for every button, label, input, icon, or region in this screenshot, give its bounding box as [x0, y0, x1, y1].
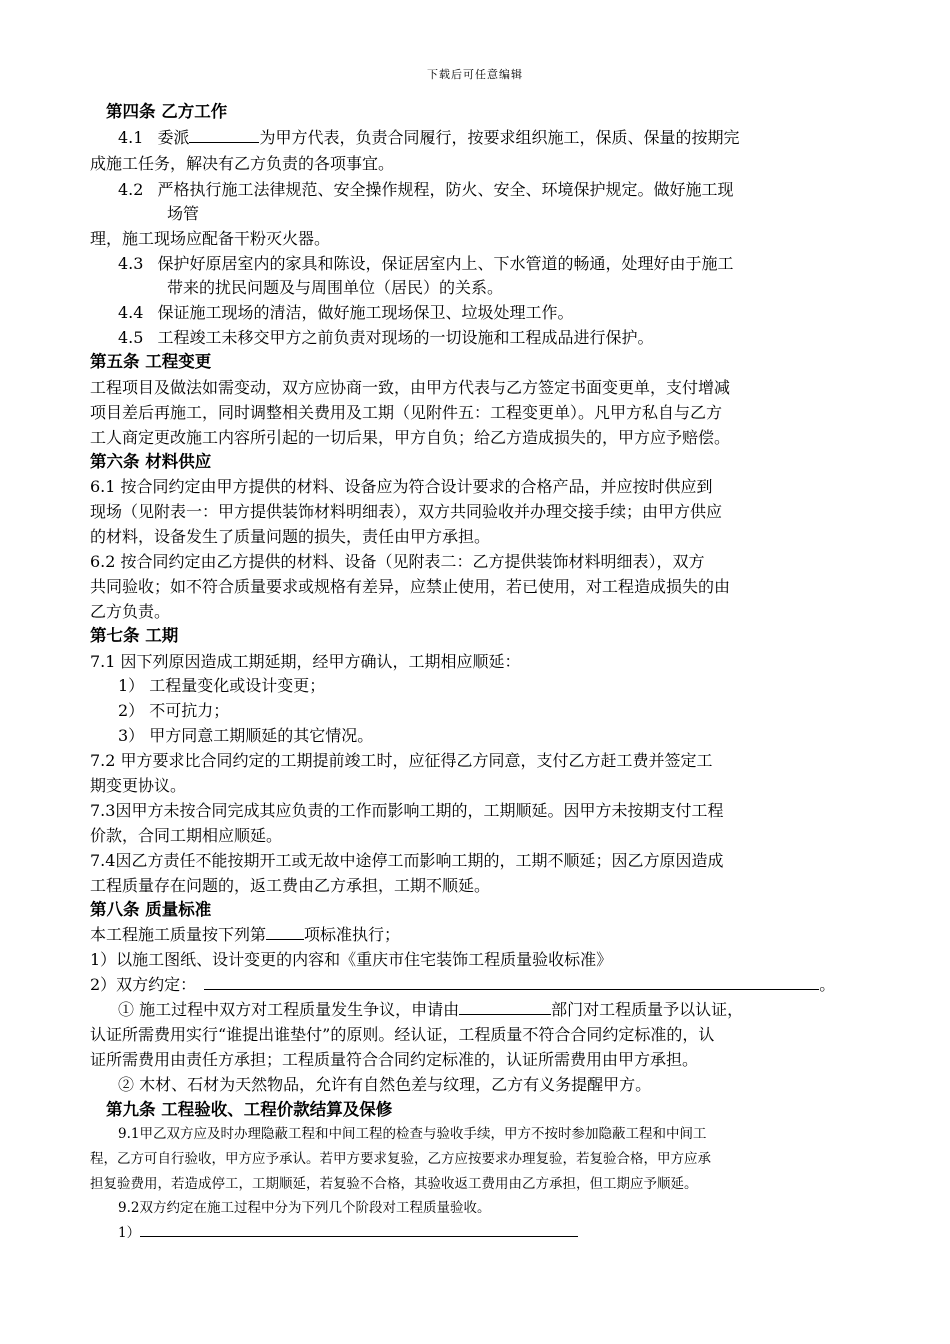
- agreement-label: 2）双方约定：: [90, 975, 197, 994]
- clause-9-1-line-3: 担复验费用，若造成停工，工期顺延，若复验不合格，其验收返工费用由乙方承担，但工期应予顺延。: [90, 1176, 698, 1192]
- standard-post: 项标准执行；: [304, 925, 401, 944]
- clause-7-1-item-3: 3） 甲方同意工期顺延的其它情况。: [118, 726, 374, 745]
- clause-6-1-line-3: 的材料，设备发生了质量问题的损失，责任由甲方承担。: [90, 527, 491, 546]
- clause-4-2-line-2: 场管: [167, 204, 200, 223]
- section-5-line-2: 项目差后再施工，同时调整相关费用及工期（见附件五：工程变更单）。凡甲方私自与乙方: [90, 403, 723, 422]
- clause-4-2-line-1: [118, 180, 860, 200]
- condition-1-line-1: [118, 1000, 860, 1020]
- clause-4-1-line-1: [118, 128, 860, 148]
- agreement-blank[interactable]: [204, 975, 819, 990]
- clause-6-2-line-1: 6.2 按合同约定由乙方提供的材料、设备（见附表二：乙方提供装饰材料明细表），双方: [90, 552, 705, 571]
- section-6-title: 第六条 材料供应: [90, 452, 212, 471]
- clause-4-5-line-1: [118, 328, 860, 348]
- clause-4-1-line-2: 成施工任务，解决有乙方负责的各项事宜。: [90, 154, 395, 173]
- clause-6-1-line-1: 6.1 按合同约定由甲方提供的材料、设备应为符合设计要求的合格产品，并应按时供应到: [90, 477, 713, 496]
- clause-7-3-line-2: 价款，合同工期相应顺延。: [90, 826, 283, 845]
- clause-4-1-pre: 委派: [157, 128, 190, 147]
- section-5-line-1: 工程项目及做法如需变动，双方应协商一致，由甲方代表与乙方签定书面变更单，支付增减: [90, 378, 731, 397]
- clause-7-1-item-2: 2） 不可抗力；: [118, 701, 230, 720]
- condition-1-post: 部门对工程质量予以认证，: [551, 1000, 744, 1019]
- clause-4-3-number: 4.3: [118, 254, 144, 273]
- clause-4-5-text: 工程竣工未移交甲方之前负责对现场的一切设施和工程成品进行保护。: [157, 328, 654, 347]
- clause-4-4-number: 4.4: [118, 303, 144, 322]
- clause-9-2: 9.2双方约定在施工过程中分为下列几个阶段对工程质量验收。: [118, 1200, 491, 1216]
- section-5-title: 第五条 工程变更: [90, 352, 212, 371]
- clause-4-4-line-1: [118, 303, 860, 323]
- stage-1-line: [118, 1224, 888, 1242]
- clause-6-2-line-2: 共同验收；如不符合质量要求或规格有差异，应禁止使用，若已使用，对工程造成损失的由: [90, 577, 731, 596]
- section-8-line-1: [90, 925, 860, 945]
- clause-4-2-number: 4.2: [118, 180, 144, 199]
- clause-9-1-line-2: 程，乙方可自行验收，甲方应予承认。若甲方要求复验，乙方应按要求办理复验，若复验合格，甲方应承: [90, 1151, 711, 1167]
- clause-6-2-line-3: 乙方负责。: [90, 602, 171, 621]
- stage-1-label: 1）: [118, 1225, 141, 1241]
- clause-7-2-line-1: 7.2 甲方要求比合同约定的工期提前竣工时，应征得乙方同意，支付乙方赶工费并签定工: [90, 751, 713, 770]
- clause-9-1-line-1: 9.1甲乙双方应及时办理隐蔽工程和中间工程的检查与验收手续，甲方不按时参加隐蔽工程和中间工: [118, 1126, 707, 1142]
- clause-4-2-line-3: 理，施工现场应配备干粉灭火器。: [90, 229, 331, 248]
- section-7-title: 第七条 工期: [90, 626, 179, 645]
- clause-4-1-number: 4.1: [118, 128, 144, 147]
- section-4-title: 第四条 乙方工作: [106, 102, 228, 121]
- representative-blank[interactable]: [189, 128, 259, 143]
- agreement-end: 。: [819, 975, 836, 994]
- section-9-title: 第九条 工程验收、工程价款结算及保修: [106, 1100, 393, 1119]
- section-8-line-3: [90, 975, 860, 995]
- clause-4-3-line-1: [118, 254, 860, 274]
- clause-4-3-text: 保护好原居室内的家具和陈设，保证居室内上、下水管道的畅通，处理好由于施工: [157, 254, 734, 273]
- stage-1-blank[interactable]: [140, 1224, 578, 1237]
- page-header: 下载后可任意编辑: [427, 68, 523, 81]
- clause-4-1-post: 为甲方代表，负责合同履行，按要求组织施工，保质、保量的按期完: [259, 128, 740, 147]
- clause-4-2-text: 严格执行施工法律规范、安全操作规程，防火、安全、环境保护规定。做好施工现: [157, 180, 734, 199]
- clause-4-4-text: 保证施工现场的清洁，做好施工现场保卫、垃圾处理工作。: [157, 303, 574, 322]
- standard-number-blank[interactable]: [266, 925, 304, 940]
- clause-7-4-line-2: 工程质量存在问题的，返工费由乙方承担，工期不顺延。: [90, 876, 491, 895]
- department-blank[interactable]: [459, 1000, 551, 1015]
- condition-1-pre: ① 施工过程中双方对工程质量发生争议，申请由: [118, 1000, 460, 1019]
- clause-7-2-line-2: 期变更协议。: [90, 776, 187, 795]
- clause-6-1-line-2: 现场（见附表一：甲方提供装饰材料明细表），双方共同验收并办理交接手续；由甲方供应: [90, 502, 723, 521]
- section-8-line-2: 1）以施工图纸、设计变更的内容和《重庆市住宅装饰工程质量验收标准》: [90, 950, 613, 969]
- clause-7-4-line-1: 7.4因乙方责任不能按期开工或无故中途停工而影响工期的，工期不顺延；因乙方原因造成: [90, 851, 724, 870]
- clause-4-5-number: 4.5: [118, 328, 144, 347]
- condition-2: ② 木材、石材为天然物品，允许有自然色差与纹理，乙方有义务提醒甲方。: [118, 1075, 652, 1094]
- condition-1-line-2: 认证所需费用实行“谁提出谁垫付”的原则。经认证，工程质量不符合合同约定标准的，认: [90, 1025, 715, 1044]
- clause-7-1: 7.1 因下列原因造成工期延期，经甲方确认，工期相应顺延：: [90, 652, 521, 671]
- clause-7-1-item-1: 1） 工程量变化或设计变更；: [118, 676, 326, 695]
- condition-1-line-3: 证所需费用由责任方承担；工程质量符合合同约定标准的，认证所需费用由甲方承担。: [90, 1050, 699, 1069]
- standard-pre: 本工程施工质量按下列第: [90, 925, 267, 944]
- clause-7-3-line-1: 7.3因甲方未按合同完成其应负责的工作而影响工期的，工期顺延。因甲方未按期支付工程: [90, 801, 724, 820]
- clause-4-3-line-2: 带来的扰民问题及与周围单位（居民）的关系。: [167, 278, 504, 297]
- section-5-line-3: 工人商定更改施工内容所引起的一切后果，甲方自负；给乙方造成损失的，甲方应予赔偿。: [90, 428, 731, 447]
- section-8-title: 第八条 质量标准: [90, 900, 212, 919]
